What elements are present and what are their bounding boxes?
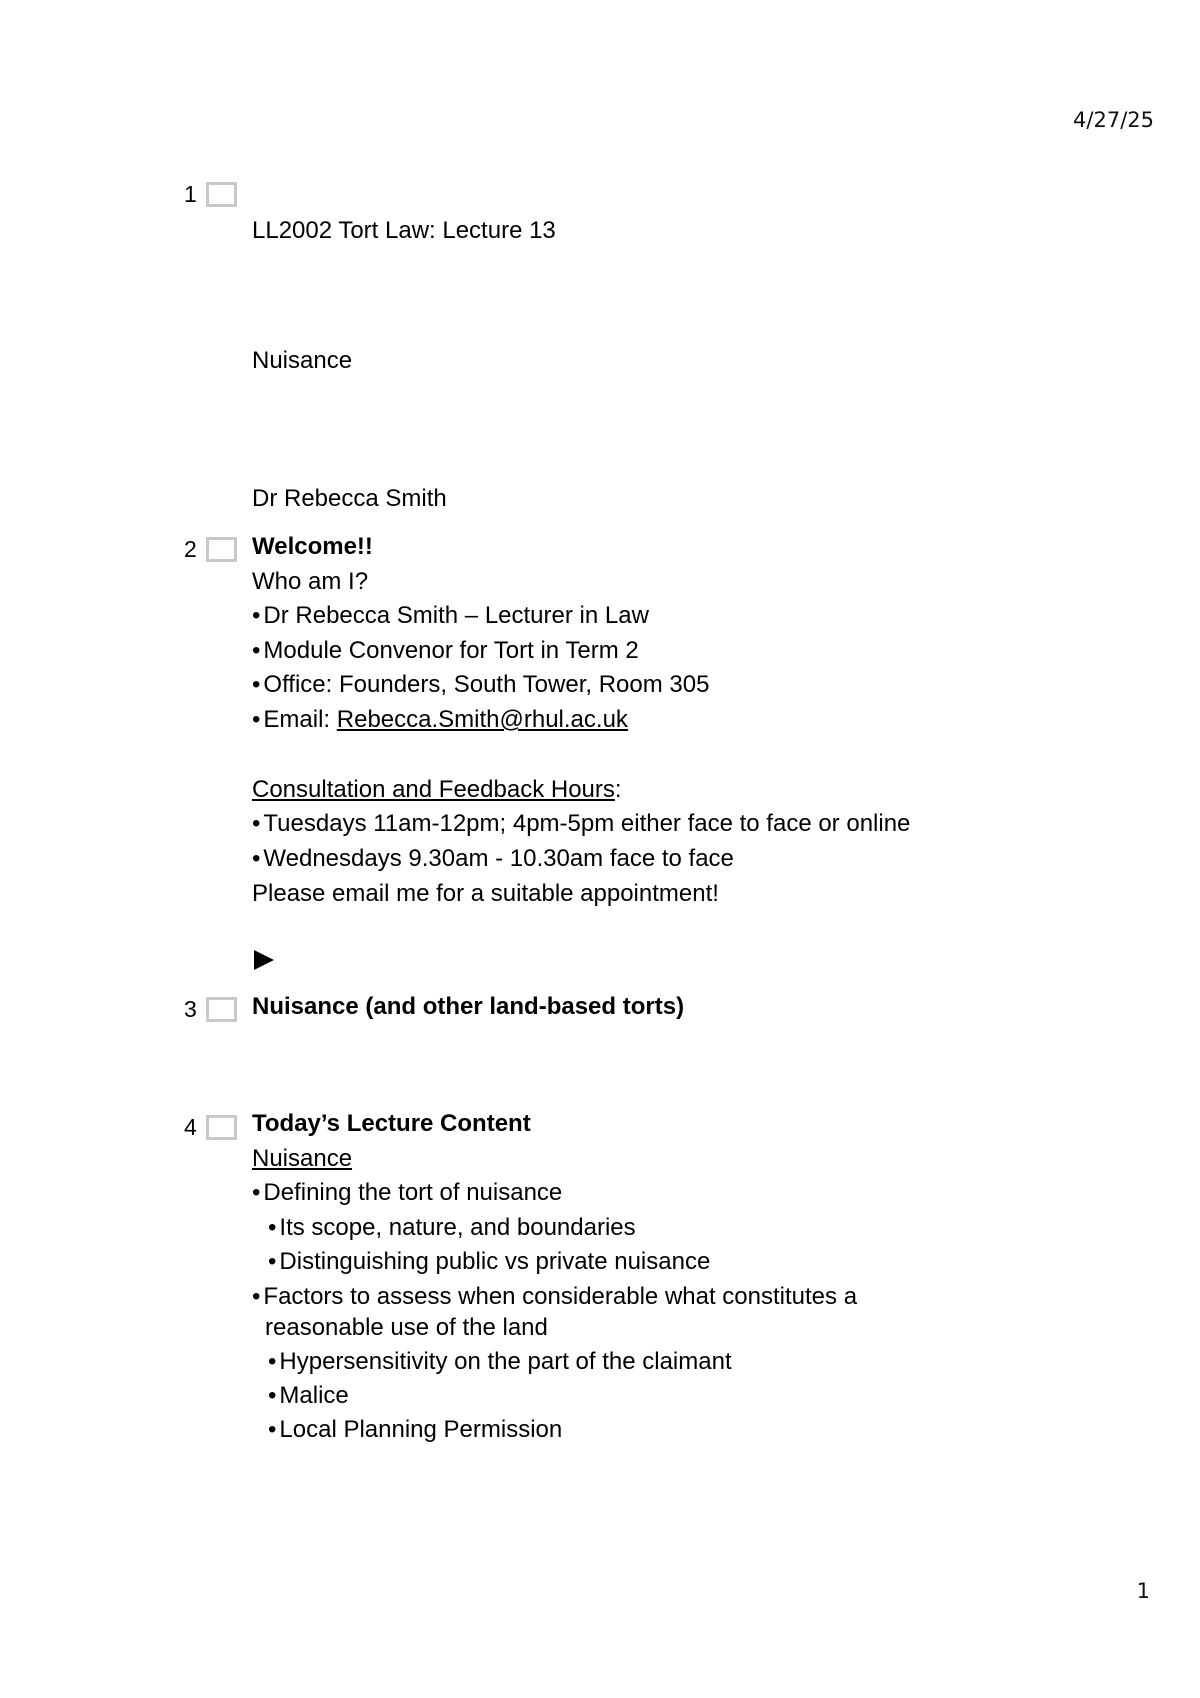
content-item: • Factors to assess when considerable what constitutes a — [252, 1282, 857, 1312]
consultation-heading — [252, 775, 622, 805]
bullet-item: • Dr Rebecca Smith – Lecturer in Law — [252, 601, 649, 631]
hours-item: • Wednesdays 9.30am - 10.30am face to face — [252, 844, 734, 874]
course-title: LL2002 Tort Law: Lecture 13 — [252, 217, 556, 244]
content-item-continuation: reasonable use of the land — [265, 1314, 548, 1341]
closing-note: Please email me for a suitable appointment! — [252, 880, 719, 907]
slide-thumbnail-box — [206, 997, 237, 1022]
slide-marker-4 — [184, 1112, 237, 1142]
play-icon[interactable] — [254, 950, 274, 970]
slide-number: 4 — [184, 1113, 197, 1140]
bullet-item: • Module Convenor for Tort in Term 2 — [252, 636, 639, 666]
section-heading: Nuisance (and other land-based torts) — [252, 993, 685, 1020]
who-am-i: Who am I? — [252, 568, 369, 595]
email-link[interactable]: Rebecca.Smith@rhul.ac.uk — [336, 706, 628, 733]
email-label: Email: — [263, 706, 337, 733]
slide-marker-2 — [184, 534, 237, 564]
consultation-heading-colon: : — [614, 776, 622, 803]
slide-marker-3 — [184, 994, 237, 1024]
content-heading: Today’s Lecture Content — [252, 1110, 531, 1137]
lecturer-name: Dr Rebecca Smith — [252, 485, 447, 512]
page-date: 4/27/25 — [1073, 108, 1154, 132]
slide-thumbnail-box — [206, 1115, 237, 1140]
content-subitem: • Local Planning Permission — [268, 1415, 562, 1445]
content-subheading: Nuisance — [252, 1145, 353, 1172]
content-subitem: • Its scope, nature, and boundaries — [268, 1213, 636, 1243]
hours-item: • Tuesdays 11am-12pm; 4pm-5pm either face to face or online — [252, 809, 910, 839]
content-item: • Defining the tort of nuisance — [252, 1178, 562, 1208]
slide-number: 3 — [184, 995, 197, 1022]
slide-thumbnail-box — [206, 537, 237, 562]
email-line — [252, 705, 628, 735]
slide-number: 2 — [184, 535, 197, 562]
slide-thumbnail-box — [206, 182, 237, 207]
content-subitem: • Malice — [268, 1381, 349, 1411]
content-subitem: • Hypersensitivity on the part of the claimant — [268, 1347, 732, 1377]
lecture-topic: Nuisance — [252, 347, 353, 374]
page-number: 1 — [1136, 1579, 1150, 1603]
consultation-heading-text: Consultation and Feedback Hours — [252, 776, 615, 803]
content-subitem: • Distinguishing public vs private nuisance — [268, 1247, 710, 1277]
slide-number: 1 — [184, 180, 197, 207]
slide-marker-1 — [184, 179, 237, 209]
welcome-heading: Welcome!! — [252, 533, 373, 560]
bullet-item: • Office: Founders, South Tower, Room 305 — [252, 670, 709, 700]
